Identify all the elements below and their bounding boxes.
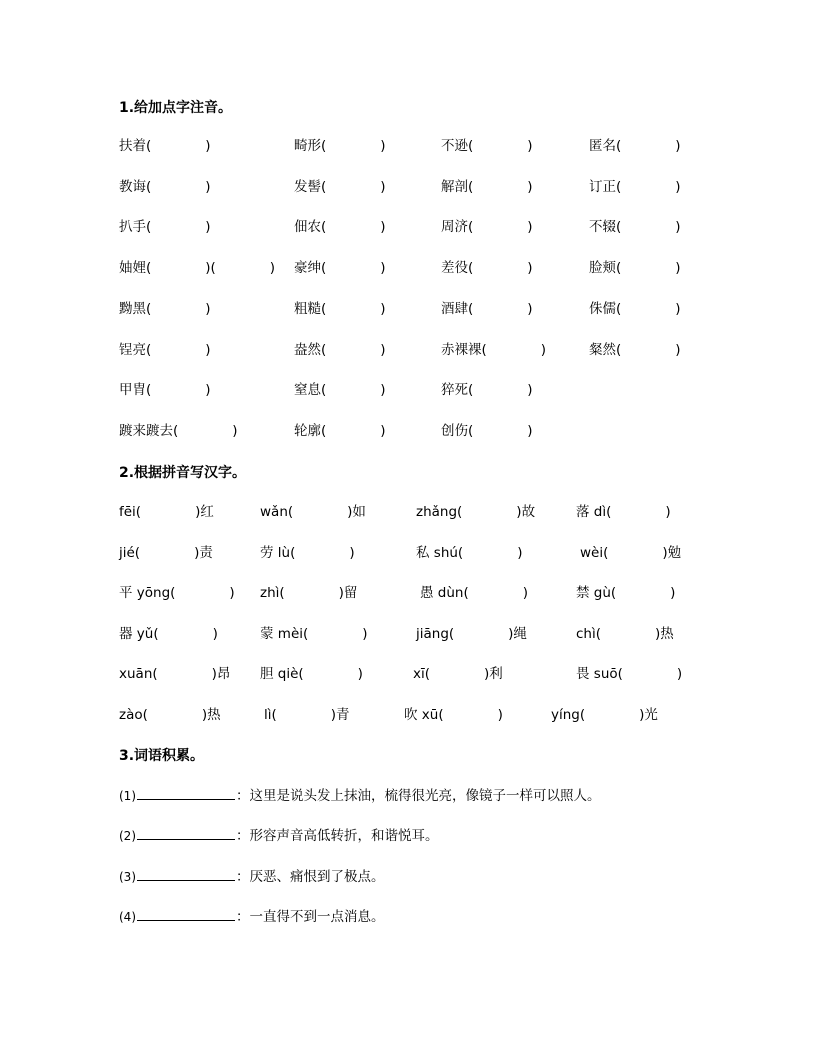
vocab-number: (1) — [119, 789, 136, 803]
pinyin-item: 轮廓( ) — [294, 422, 386, 439]
answer-blank[interactable] — [137, 827, 235, 840]
vocab-definition: ：一直得不到一点消息。 — [236, 908, 385, 925]
hanzi-item: xī( )利 — [413, 666, 503, 683]
pinyin-item: 不逊( ) — [441, 138, 533, 154]
pinyin-item: 黝黑( ) — [119, 300, 211, 317]
pinyin-item: 酒肆( ) — [441, 300, 533, 317]
hanzi-item: 愚 dùn( ) — [420, 585, 529, 602]
pinyin-item: 发髻( ) — [294, 178, 386, 195]
hanzi-item: zhǎng( )故 — [416, 504, 536, 520]
pinyin-item: 锃亮( ) — [119, 341, 211, 358]
section-2-title: 2.根据拼音写汉字。 — [119, 465, 247, 481]
hanzi-item: 吹 xū( ) — [404, 707, 503, 723]
hanzi-item: 器 yǔ( ) — [119, 625, 218, 642]
hanzi-item: 私 shú( ) — [416, 544, 523, 561]
section-1-title: 1.给加点字注音。 — [119, 100, 233, 116]
pinyin-item: 不辍( ) — [589, 219, 681, 236]
hanzi-item: chì( )热 — [576, 625, 674, 642]
hanzi-item: jiāng( )绳 — [416, 625, 527, 642]
pinyin-item: 甲胄( ) — [119, 382, 211, 399]
hanzi-item: 禁 gù( ) — [576, 585, 676, 602]
vocab-item — [119, 908, 385, 926]
pinyin-item: 解剖( ) — [441, 178, 533, 195]
hanzi-item: wèi( )勉 — [580, 544, 682, 561]
pinyin-item: 猝死( ) — [441, 382, 533, 399]
vocab-item — [119, 827, 439, 845]
hanzi-item: 平 yōng( ) — [119, 585, 235, 602]
vocab-item — [119, 868, 385, 886]
vocab-definition: ：形容声音高低转折，和谐悦耳。 — [236, 828, 439, 845]
answer-blank[interactable] — [137, 787, 235, 800]
pinyin-item: 粲然( ) — [589, 341, 681, 358]
hanzi-item: lì( )青 — [264, 707, 350, 723]
pinyin-item: 订正( ) — [589, 178, 681, 195]
hanzi-item: 蒙 mèi( ) — [260, 625, 368, 642]
pinyin-item: 差役( ) — [441, 260, 533, 277]
hanzi-item: xuān( )昂 — [119, 666, 231, 683]
pinyin-item: 创伤( ) — [441, 422, 533, 439]
pinyin-item: 匿名( ) — [589, 138, 681, 154]
pinyin-item: 扶着( ) — [119, 138, 211, 154]
pinyin-item: 粗糙( ) — [294, 300, 386, 317]
hanzi-item: zào( )热 — [119, 707, 221, 723]
answer-blank[interactable] — [137, 908, 235, 921]
pinyin-item: 盎然( ) — [294, 341, 386, 358]
pinyin-item: 妯娌( )( ) — [119, 260, 276, 277]
vocab-item — [119, 787, 601, 805]
pinyin-item: 佃农( ) — [294, 219, 386, 236]
pinyin-item: 教诲( ) — [119, 178, 211, 195]
pinyin-item: 踱来踱去( ) — [119, 422, 238, 439]
pinyin-item: 扒手( ) — [119, 219, 211, 236]
hanzi-item: fēi( )红 — [119, 504, 214, 520]
hanzi-item: wǎn( )如 — [260, 504, 366, 520]
hanzi-item: 落 dì( ) — [576, 504, 671, 520]
vocab-number: (3) — [119, 869, 136, 884]
pinyin-item: 周济( ) — [441, 219, 533, 236]
hanzi-item: 劳 lù( ) — [260, 544, 355, 561]
pinyin-item: 窒息( ) — [294, 382, 386, 399]
pinyin-item: 侏儒( ) — [589, 300, 681, 317]
pinyin-item: 畸形( ) — [294, 138, 386, 154]
hanzi-item: 畏 suō( ) — [576, 666, 683, 683]
pinyin-item: 赤裸裸( ) — [441, 341, 547, 358]
pinyin-item: 脸颊( ) — [589, 260, 681, 277]
section-3-title: 3.词语积累。 — [119, 748, 205, 764]
vocab-definition: ：厌恶、痛恨到了极点。 — [236, 868, 385, 885]
vocab-number: (4) — [119, 909, 136, 924]
hanzi-item: yíng( )光 — [551, 707, 658, 723]
vocab-definition: ：这里是说头发上抹油，梳得很光亮，像镜子一样可以照人。 — [236, 788, 601, 804]
answer-blank[interactable] — [137, 868, 235, 881]
hanzi-item: 胆 qiè( ) — [260, 666, 363, 683]
hanzi-item: jié( )责 — [119, 544, 213, 561]
pinyin-item: 豪绅( ) — [294, 260, 386, 277]
vocab-number: (2) — [119, 829, 136, 844]
hanzi-item: zhì( )留 — [260, 585, 358, 602]
